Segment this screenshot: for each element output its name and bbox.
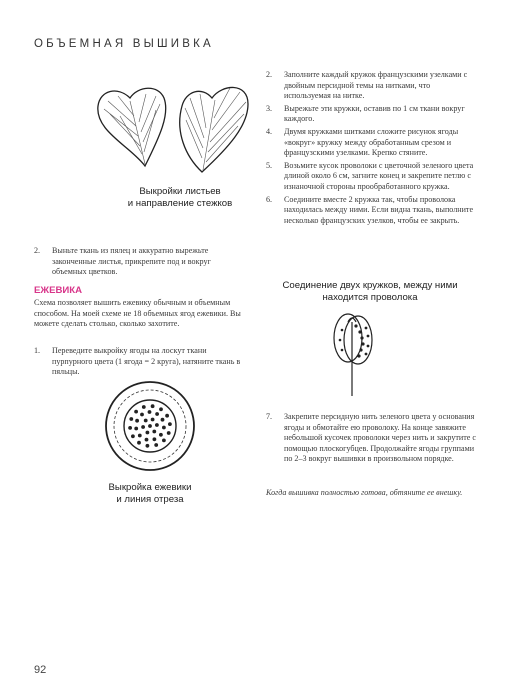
french-knot-dot	[138, 434, 142, 438]
list-number: 6.	[266, 194, 273, 204]
list-text: Соедините вместе 2 кружка так, чтобы проволока находилась между ними. Если видна ткань, выполните несколько французских узелков, чтобы ее закрыть.	[284, 194, 474, 225]
right-list-step-7	[266, 412, 478, 466]
caption-line: Выкройки листьев	[139, 186, 221, 197]
french-knot-dot	[144, 419, 148, 423]
list-number: 7.	[266, 412, 273, 421]
french-knot-dot	[165, 414, 169, 418]
french-knot-dot	[145, 438, 149, 442]
french-knot-dot	[135, 419, 139, 423]
left-list-step-2	[34, 246, 246, 279]
french-knot-dot	[151, 418, 155, 422]
french-knot-dot	[146, 444, 150, 448]
list-item	[34, 246, 246, 278]
caption-line: Соединение двух кружков, между ними	[282, 280, 458, 291]
french-knot-dot	[142, 405, 146, 409]
blackberry-figure-caption	[60, 482, 240, 506]
list-number: 2.	[266, 70, 273, 79]
french-knot-dot	[152, 430, 156, 434]
list-item	[266, 127, 478, 159]
french-knot-dot	[153, 437, 157, 441]
joined-circles-figure	[318, 308, 398, 398]
list-number: 1.	[34, 346, 41, 355]
french-knot-dot	[168, 422, 172, 426]
list-item	[266, 104, 478, 125]
french-knot-dot	[131, 434, 135, 438]
list-number: 3.	[266, 103, 273, 113]
french-knot-dot	[134, 427, 138, 431]
page-number: 92	[34, 664, 47, 676]
list-text: Двумя кружками шитками сложите рисунок ягоды «вокруг» кружку между обработанным срезом и французскими узелками. Крепко стяните.	[284, 126, 459, 158]
french-knot-dot	[137, 441, 141, 445]
leaf-figure-caption	[60, 186, 300, 210]
french-knot-dot	[167, 431, 171, 435]
blackberry-pattern-figure	[100, 376, 200, 476]
list-item	[266, 412, 478, 465]
french-knot-dot	[148, 410, 152, 414]
french-knot-dot	[159, 407, 163, 411]
caption-line: Выкройка ежевики	[108, 482, 192, 493]
caption-line: находится проволока	[322, 292, 418, 303]
list-text: Возьмите кусок проволоки с цветочной зеленого цвета длиной около 6 см, загните конец и закрепите петлю с изнаночной стороны прообработанного кружка.	[284, 160, 474, 191]
list-text: Заполните каждый кружок французскими узелками с двойным персидной темы на нитками, что используемая на нитке.	[284, 70, 468, 101]
section-heading: ЕЖЕВИКА	[34, 285, 83, 296]
list-number: 4.	[266, 126, 273, 136]
french-knot-dot	[128, 426, 132, 430]
list-text: Выньте ткань из пялец и аккуратно вырежьте законченные листья, прикрепите под и вокруг объемных цветков.	[52, 246, 211, 277]
french-knot-dot	[134, 410, 138, 414]
caption-line: и линия отреза	[116, 494, 184, 505]
french-knot-dot	[162, 439, 166, 443]
running-header: ОБЪЕМНАЯ ВЫШИВКА	[34, 38, 214, 50]
french-knot-dot	[151, 404, 155, 408]
caption-line: и направление стежков	[127, 198, 233, 209]
leaf-patterns-figure	[90, 76, 260, 176]
french-knot-dot	[155, 423, 159, 427]
intro-paragraph: Схема позволяет вышить ежевику обычным и объемным способом. На моей схеме не 18 объемных ягод ежевики. Вы можете сделать столько, сколько захотите.	[34, 298, 241, 329]
list-number: 5.	[266, 160, 273, 170]
french-knot-dot	[154, 443, 158, 447]
french-knot-dot	[140, 413, 144, 417]
french-knot-dot	[148, 424, 152, 428]
list-item	[266, 70, 478, 102]
french-knot-dot	[155, 412, 159, 416]
list-number: 2.	[34, 246, 41, 255]
left-list-step-1	[34, 346, 246, 379]
closing-note: Когда вышивка полностью готова, обтяните ее внешку.	[266, 488, 463, 497]
list-item	[34, 346, 246, 378]
french-knot-dot	[146, 431, 150, 435]
list-item	[266, 161, 478, 193]
french-knot-dot	[161, 418, 165, 422]
list-item	[266, 195, 478, 227]
list-text: Закрепите персидную нить зеленого цвета у основания ягоды и обмотайте ею проволоку. На конце завяжите небольшой кусочек проволоки через нить и закрутите с помощью плоскогубцев. Продолжайте ягоды группами по 2–3 вокруг вышивки в произвольном порядке.	[284, 412, 476, 464]
joining-figure-caption	[264, 280, 476, 304]
list-text: Вырежьте эти кружки, оставив по 1 см ткани вокруг каждого.	[284, 103, 465, 124]
french-knot-dot	[162, 426, 166, 430]
right-list-steps	[266, 70, 478, 228]
list-text: Переведите выкройку ягоды на лоскут ткани пурпурного цвета (1 ягода = 2 круга), натяните ткань в пяльцы.	[52, 346, 241, 377]
french-knot-dot	[129, 417, 133, 421]
french-knot-dot	[159, 433, 163, 437]
french-knot-dot	[141, 425, 145, 429]
